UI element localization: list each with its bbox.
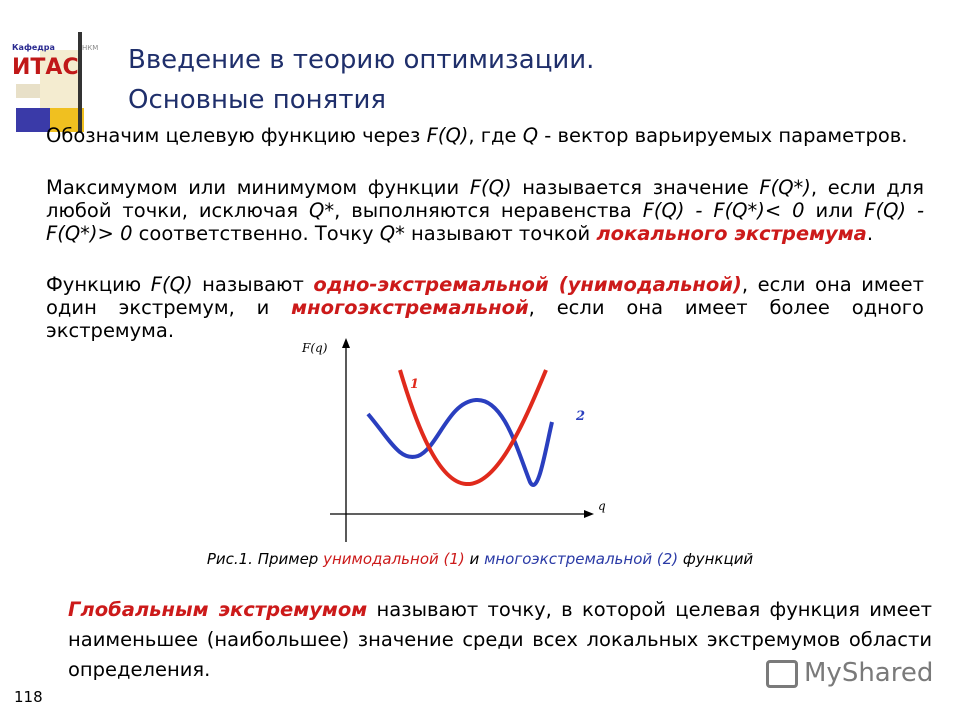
p2-text-e: или [804,199,865,222]
caption-multimodal: многоэкстремальной (2) [484,550,679,568]
p2-text-c: , если для любой точки, исключая [46,176,924,222]
itas-logo [8,28,118,138]
paragraph-extremum [46,176,924,245]
page-number: 118 [14,688,43,706]
p2-ineq1: F(Q) - F(Q*)< 0 [642,199,805,222]
global-text: называют точку, в которой целевая функция имеет наименьшее (наибольшее) значение среди всех локальных экстремумов области определения. [68,598,932,681]
watermark-text: MyShared [804,658,934,688]
p2-ineq2: F(Q) - F(Q*)> 0 [46,199,924,245]
p3-text-a: Функцию [46,273,151,296]
logo-corner-text: НКМ [82,44,99,52]
p2-text-b: называется значение [511,176,760,199]
p2-text-d: , выполняются неравенства [334,199,643,222]
watermark-icon [766,660,798,688]
x-axis-arrow [584,510,594,518]
p3-text-d: , если она имеет более одного экстремума. [46,296,924,342]
p1-text-b: , где [468,124,523,147]
term-local-extremum: локального экстремума [596,222,867,245]
p3-text-b: называют [192,273,314,296]
y-axis-label: F(q) [302,341,328,355]
p3-fq: F(Q) [150,273,193,296]
figure-caption [0,550,960,568]
term-global-extremum: Глобальным экстремумом [68,598,368,621]
paragraph-objective [46,124,924,147]
watermark [766,658,933,688]
title-line2: Основные понятия [128,85,387,115]
slide-title [128,40,594,120]
p2-fq: F(Q) [469,176,512,199]
p2-text-h: . [866,222,874,245]
caption-unimodal: унимодальной (1) [323,550,465,568]
p2-qs: Q* [309,199,335,222]
term-multimodal: многоэкстремальной [291,296,529,319]
p2-fqs: F(Q*) [759,176,811,199]
curve-multimodal [368,400,552,485]
caption-text-b: и [464,550,485,568]
y-axis-arrow [342,338,350,348]
title-line1: Введение в теорию оптимизации. [128,45,595,75]
p3-text-c: , если она имеет один экстремум, и [46,273,924,319]
curve2-label: 2 [576,409,586,424]
logo-main-text: ИТАС [12,55,79,80]
p1-fq: F(Q) [426,124,469,147]
term-unimodal: одно-экстремальной (унимодальной) [313,273,742,296]
p2-text-a: Максимумом или минимумом функции [46,176,470,199]
caption-text-c: функций [678,550,754,568]
function-graph [290,332,620,552]
p1-q: Q [522,124,539,147]
p2-text-g: называют точкой [404,222,597,245]
x-axis-label: q [598,499,606,513]
curve1-label: 1 [410,377,420,392]
p2-text-f: соответственно. Точку [132,222,380,245]
caption-text-a: Рис.1. Пример [206,550,324,568]
logo-top-text: Кафедра [12,43,55,52]
p1-text-c: - вектор варьируемых параметров. [538,124,908,147]
p2-qs2: Q* [379,222,405,245]
p1-text-a: Обозначим целевую функцию через [46,124,427,147]
